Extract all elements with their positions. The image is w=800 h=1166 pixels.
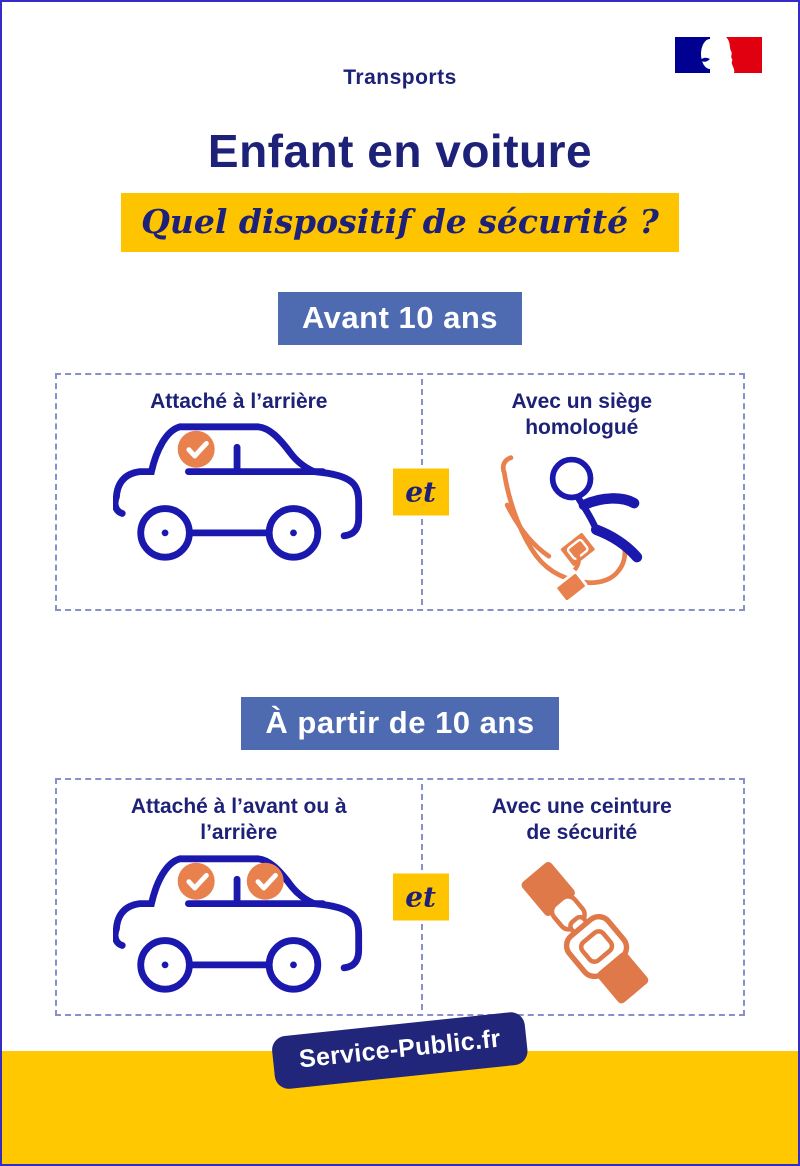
panel-label: Attaché à l’avant ou à l’arrière [130,795,347,845]
front-seat-check-badge [247,862,284,899]
conjunction-badge: et [393,874,449,921]
panel-label: Avec un siège homologué [511,390,652,440]
panel-front-or-rear-seat [57,780,421,1014]
child-seat-icon [492,448,672,600]
french-flag-marianne-icon [674,35,764,75]
footer-band [2,1024,798,1164]
ministry-label: Transports [343,66,457,89]
conjunction-badge: et [393,469,449,516]
service-public-badge: Service-Public.fr [271,1011,530,1090]
age-group-box-before-10 [55,373,745,611]
panel-approved-seat [421,375,743,609]
french-republic-logo [674,35,764,75]
page-title: Enfant en voiture [207,125,593,177]
panel-label: Avec une ceinture de sécurité [491,795,672,845]
subtitle-highlight: Quel dispositif de sécurité ? [121,193,679,252]
seat-buckle-icon [537,530,611,600]
car-rear-check-icon [113,421,365,565]
seatbelt-icon [496,853,668,1009]
banner-a-partir-de-10-ans: À partir de 10 ans [241,697,558,750]
panel-rear-seat [57,375,421,609]
panel-label: Attaché à l’arrière [150,390,328,413]
age-group-box-after-10 [55,778,745,1016]
rear-seat-check-badge [177,431,214,468]
rear-seat-check-badge [177,862,214,899]
panel-seatbelt [421,780,743,1014]
banner-avant-10-ans: Avant 10 ans [278,292,522,345]
car-two-checks-icon [113,853,365,997]
